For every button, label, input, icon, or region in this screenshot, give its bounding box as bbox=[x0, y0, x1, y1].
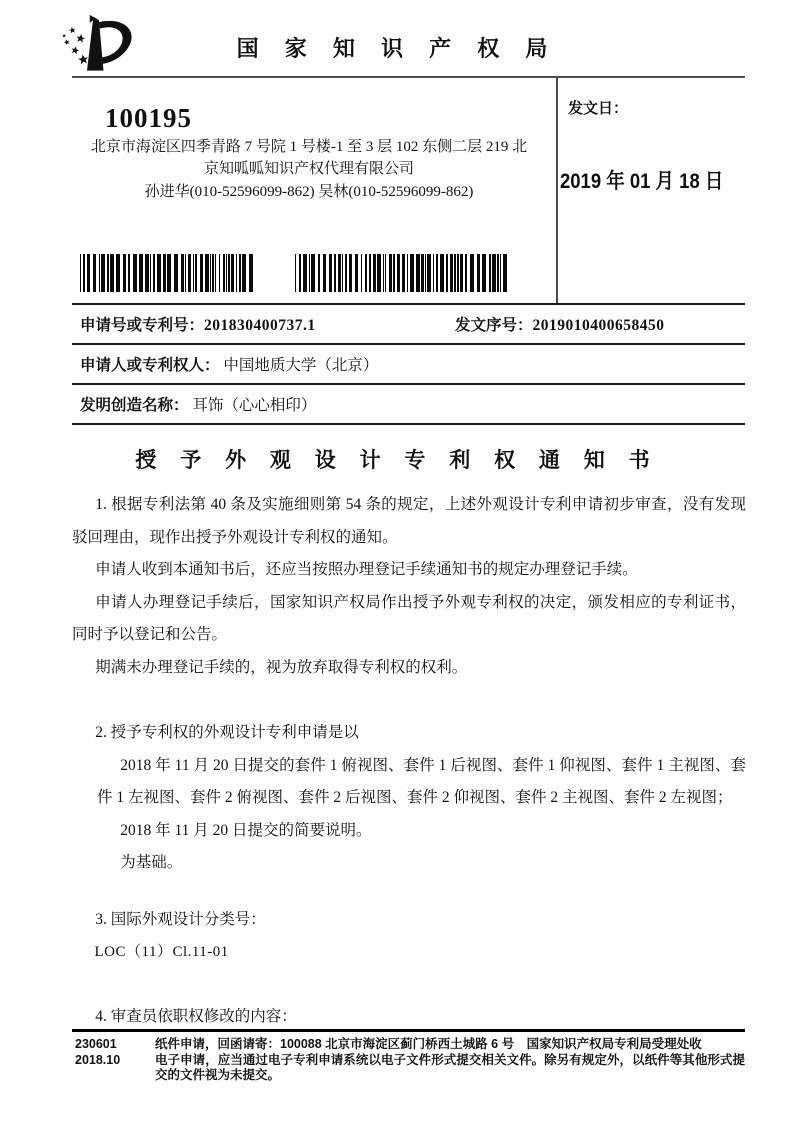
address-line-1: 北京市海淀区四季青路 7 号院 1 号楼-1 至 3 层 102 东侧二层 219 北 bbox=[90, 139, 528, 155]
header-divider bbox=[72, 76, 745, 78]
footer-line-1: 纸件申请，回函请寄：100088 北京市海淀区蓟门桥西土城路 6 号 国家知识产权局专利局受理处收 bbox=[155, 1037, 702, 1051]
section-2-item-2: 2018 年 11 月 20 日提交的简要说明。 bbox=[120, 821, 372, 839]
header-vertical-divider bbox=[556, 77, 558, 304]
section-2 bbox=[72, 717, 746, 880]
agency-title: 国 家 知 识 产 权 局 bbox=[236, 36, 558, 61]
footer-divider bbox=[72, 1029, 745, 1032]
dispatch-no-value: 2019010400658450 bbox=[532, 317, 665, 334]
invention-name-value: 耳饰（心心相印） bbox=[192, 397, 317, 414]
row-invention-name bbox=[72, 385, 745, 425]
applicant-label: 申请人或专利权人： bbox=[80, 357, 220, 374]
barcode-right bbox=[295, 254, 510, 292]
invention-name-label: 发明创造名称： bbox=[80, 397, 189, 414]
paragraph-3: 申请人办理登记手续后，国家知识产权局作出授予外观专利权的决定，颁发相应的专利证书，同时予以登记和公告。 bbox=[72, 593, 746, 643]
loc-classification-value: LOC（11）Cl.11-01 bbox=[94, 944, 229, 960]
row-application-number bbox=[72, 305, 745, 345]
paragraph-2: 申请人收到本通知书后，还应当按照办理登记手续通知书的规定办理登记手续。 bbox=[95, 561, 638, 578]
section-2-item-3: 为基础。 bbox=[120, 854, 183, 871]
notice-title: 授 予 外 观 设 计 专 利 权 通 知 书 bbox=[135, 449, 659, 472]
section-2-intro: 2. 授予专利权的外观设计专利申请是以 bbox=[95, 724, 359, 741]
recipient-postcode: 100195 bbox=[105, 103, 192, 133]
row-applicant bbox=[72, 345, 745, 385]
agent-contacts: 孙进华(010-52596099-862) 吴林(010-52596099-862) bbox=[144, 184, 474, 200]
dispatch-no-label: 发文序号： bbox=[455, 317, 533, 334]
footer bbox=[75, 1037, 750, 1084]
application-no-label: 申请号或专利号： bbox=[80, 317, 205, 334]
address-line-2: 京知呱呱知识产权代理有限公司 bbox=[203, 161, 414, 177]
section-2-item-1: 2018 年 11 月 20 日提交的套件 1 俯视图、套件 1 后视图、套件 1 仰视图、套件 1 主视图、套件 1 左视图、套件 2 俯视图、套件 2 后视图、套件 2 仰视图、套件 2 主视图、套件 2 左视图； bbox=[97, 756, 746, 806]
paragraph-1: 1. 根据专利法第 40 条及实施细则第 54 条的规定，上述外观设计专利申请初步审查，没有发现驳回理由，现作出授予外观设计专利权的通知。 bbox=[72, 496, 746, 546]
notice-body bbox=[72, 489, 746, 1033]
recipient-address bbox=[76, 136, 542, 203]
form-date: 2018.10 bbox=[75, 1052, 121, 1067]
section-3 bbox=[72, 904, 746, 969]
application-no-value: 201830400737.1 bbox=[204, 317, 316, 334]
footer-line-2: 电子申请，应当通过电子专利申请系统以电子文件形式提交相关文件。除另有规定外，以纸件等其他形式提交的文件视为未提交。 bbox=[155, 1052, 745, 1082]
form-code: 230601 bbox=[75, 1037, 117, 1051]
paragraph-4: 期满未办理登记手续的，视为放弃取得专利权的权利。 bbox=[95, 658, 468, 676]
dispatch-date-value: 2019 年 01 月 18 日 bbox=[560, 170, 724, 193]
dispatch-date-label: 发文日： bbox=[568, 101, 629, 117]
applicant-value: 中国地质大学（北京） bbox=[223, 357, 379, 374]
section-4-heading: 4. 审查员依职权修改的内容： bbox=[95, 1007, 297, 1025]
section-3-heading: 3. 国际外观设计分类号： bbox=[95, 910, 266, 928]
meta-table bbox=[72, 303, 745, 425]
barcode-left bbox=[80, 254, 258, 292]
